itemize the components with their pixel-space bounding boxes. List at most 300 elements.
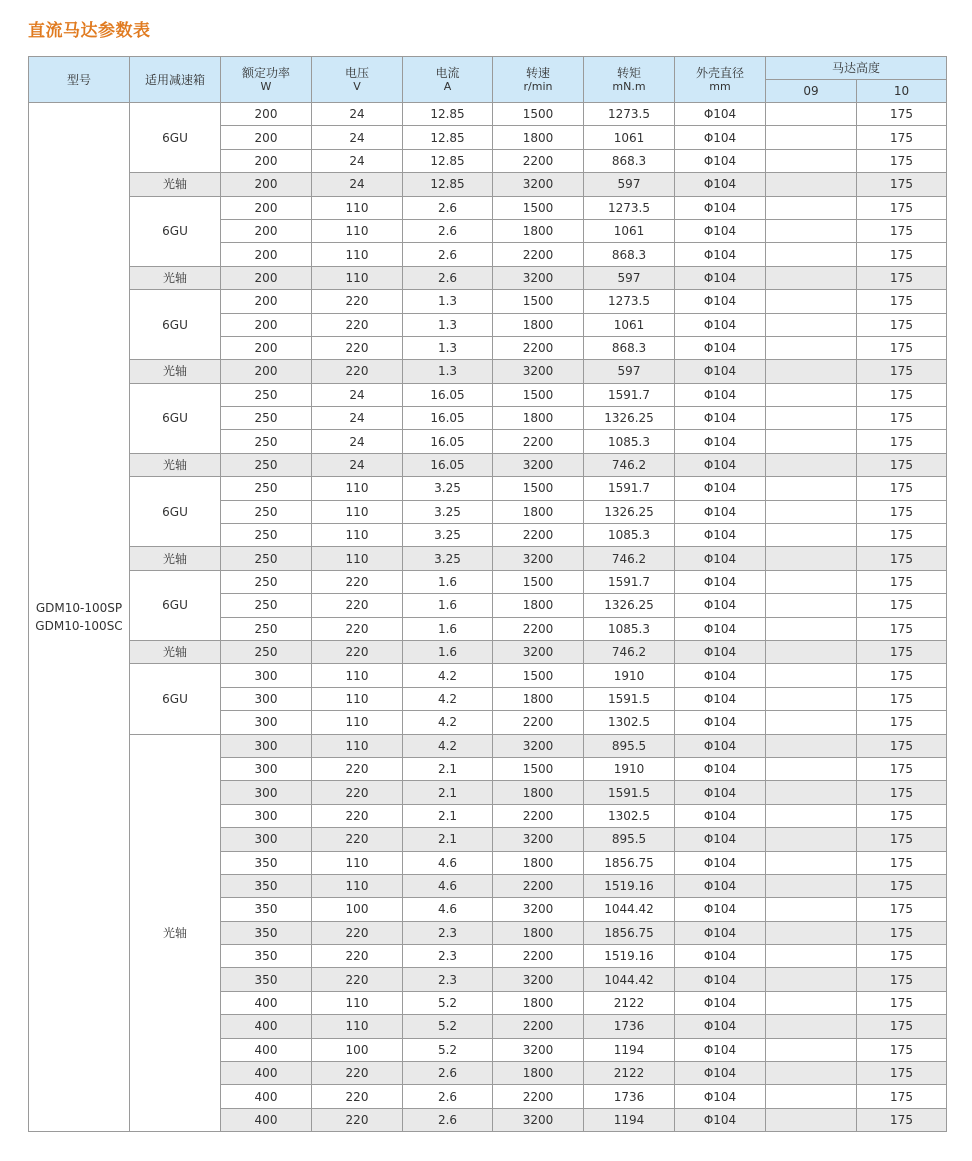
height-10-cell: 175 <box>857 149 947 172</box>
power-cell: 300 <box>221 687 312 710</box>
voltage-cell: 220 <box>312 313 403 336</box>
torque-cell: 746.2 <box>584 453 675 476</box>
header-torque <box>584 57 675 103</box>
gearbox-cell: 光轴 <box>130 640 221 663</box>
speed-cell: 3200 <box>493 734 584 757</box>
height-09-cell <box>766 547 857 570</box>
torque-cell: 1273.5 <box>584 196 675 219</box>
height-09-cell <box>766 219 857 242</box>
torque-cell: 895.5 <box>584 828 675 851</box>
speed-cell: 2200 <box>493 945 584 968</box>
height-09-cell <box>766 1062 857 1085</box>
speed-cell: 2200 <box>493 711 584 734</box>
diameter-cell: Φ104 <box>675 149 766 172</box>
voltage-cell: 110 <box>312 219 403 242</box>
power-cell: 300 <box>221 711 312 734</box>
power-cell: 250 <box>221 500 312 523</box>
header-power-unit: W <box>260 79 272 93</box>
height-09-cell <box>766 173 857 196</box>
torque-cell: 1085.3 <box>584 617 675 640</box>
gearbox-cell: 6GU <box>130 664 221 734</box>
diameter-cell: Φ104 <box>675 196 766 219</box>
speed-cell: 1800 <box>493 991 584 1014</box>
current-cell: 12.85 <box>403 173 493 196</box>
diameter-cell: Φ104 <box>675 1108 766 1131</box>
height-10-cell: 175 <box>857 968 947 991</box>
height-10-cell: 175 <box>857 173 947 196</box>
height-09-cell <box>766 991 857 1014</box>
torque-cell: 868.3 <box>584 336 675 359</box>
power-cell: 250 <box>221 477 312 500</box>
torque-cell: 1061 <box>584 219 675 242</box>
torque-cell: 597 <box>584 266 675 289</box>
height-10-cell: 175 <box>857 103 947 126</box>
diameter-cell: Φ104 <box>675 874 766 897</box>
diameter-cell: Φ104 <box>675 757 766 780</box>
current-cell: 2.6 <box>403 1062 493 1085</box>
current-cell: 1.3 <box>403 313 493 336</box>
power-cell: 300 <box>221 664 312 687</box>
voltage-cell: 100 <box>312 1038 403 1061</box>
torque-cell: 1273.5 <box>584 290 675 313</box>
torque-cell: 1326.25 <box>584 500 675 523</box>
speed-cell: 2200 <box>493 874 584 897</box>
speed-cell: 2200 <box>493 1085 584 1108</box>
table-row <box>29 453 947 476</box>
voltage-cell: 220 <box>312 828 403 851</box>
height-09-cell <box>766 1015 857 1038</box>
height-10-cell: 175 <box>857 524 947 547</box>
height-10-cell: 175 <box>857 266 947 289</box>
gearbox-cell: 光轴 <box>130 734 221 1132</box>
height-10-cell: 175 <box>857 1108 947 1131</box>
power-cell: 400 <box>221 1108 312 1131</box>
current-cell: 4.2 <box>403 687 493 710</box>
current-cell: 2.1 <box>403 828 493 851</box>
height-09-cell <box>766 851 857 874</box>
voltage-cell: 24 <box>312 407 403 430</box>
current-cell: 16.05 <box>403 407 493 430</box>
voltage-cell: 110 <box>312 1015 403 1038</box>
height-09-cell <box>766 921 857 944</box>
gearbox-cell: 6GU <box>130 477 221 547</box>
height-09-cell <box>766 313 857 336</box>
diameter-cell: Φ104 <box>675 407 766 430</box>
height-10-cell: 175 <box>857 126 947 149</box>
torque-cell: 1302.5 <box>584 711 675 734</box>
power-cell: 250 <box>221 524 312 547</box>
speed-cell: 3200 <box>493 453 584 476</box>
height-10-cell: 175 <box>857 898 947 921</box>
voltage-cell: 110 <box>312 500 403 523</box>
voltage-cell: 220 <box>312 757 403 780</box>
page-title: 直流马达参数表 <box>28 21 151 41</box>
power-cell: 200 <box>221 103 312 126</box>
height-09-cell <box>766 430 857 453</box>
height-10-cell: 175 <box>857 1015 947 1038</box>
torque-cell: 868.3 <box>584 243 675 266</box>
speed-cell: 1500 <box>493 290 584 313</box>
current-cell: 5.2 <box>403 1038 493 1061</box>
height-09-cell <box>766 126 857 149</box>
table-body <box>29 103 947 1132</box>
power-cell: 300 <box>221 804 312 827</box>
table-row <box>29 640 947 663</box>
power-cell: 200 <box>221 149 312 172</box>
current-cell: 2.6 <box>403 243 493 266</box>
header-height-09: 09 <box>766 80 857 103</box>
header-model: 型号 <box>29 57 130 103</box>
diameter-cell: Φ104 <box>675 898 766 921</box>
height-09-cell <box>766 968 857 991</box>
torque-cell: 1591.7 <box>584 570 675 593</box>
height-09-cell <box>766 640 857 663</box>
speed-cell: 3200 <box>493 640 584 663</box>
table-row <box>29 196 947 219</box>
diameter-cell: Φ104 <box>675 804 766 827</box>
torque-cell: 1085.3 <box>584 430 675 453</box>
current-cell: 3.25 <box>403 524 493 547</box>
height-09-cell <box>766 757 857 780</box>
torque-cell: 1194 <box>584 1108 675 1131</box>
speed-cell: 1500 <box>493 383 584 406</box>
height-10-cell: 175 <box>857 547 947 570</box>
torque-cell: 1591.7 <box>584 383 675 406</box>
height-10-cell: 175 <box>857 407 947 430</box>
header-height-10: 10 <box>857 80 947 103</box>
height-10-cell: 175 <box>857 640 947 663</box>
torque-cell: 1736 <box>584 1085 675 1108</box>
current-cell: 1.6 <box>403 640 493 663</box>
voltage-cell: 24 <box>312 453 403 476</box>
diameter-cell: Φ104 <box>675 640 766 663</box>
header-current-label: 电流 <box>435 65 460 80</box>
height-09-cell <box>766 524 857 547</box>
current-cell: 2.1 <box>403 804 493 827</box>
height-09-cell <box>766 1038 857 1061</box>
height-10-cell: 175 <box>857 874 947 897</box>
current-cell: 16.05 <box>403 383 493 406</box>
header-speed-unit: r/min <box>523 79 553 93</box>
header-power-label: 额定功率 <box>241 65 290 80</box>
voltage-cell: 220 <box>312 290 403 313</box>
table-row <box>29 290 947 313</box>
voltage-cell: 110 <box>312 874 403 897</box>
height-10-cell: 175 <box>857 290 947 313</box>
current-cell: 2.6 <box>403 196 493 219</box>
gearbox-cell: 光轴 <box>130 360 221 383</box>
gearbox-cell: 6GU <box>130 383 221 453</box>
diameter-cell: Φ104 <box>675 617 766 640</box>
torque-cell: 1302.5 <box>584 804 675 827</box>
gearbox-cell: 6GU <box>130 103 221 173</box>
diameter-cell: Φ104 <box>675 945 766 968</box>
diameter-cell: Φ104 <box>675 734 766 757</box>
torque-cell: 1591.7 <box>584 477 675 500</box>
diameter-cell: Φ104 <box>675 851 766 874</box>
voltage-cell: 110 <box>312 734 403 757</box>
speed-cell: 1800 <box>493 313 584 336</box>
speed-cell: 2200 <box>493 1015 584 1038</box>
speed-cell: 1800 <box>493 500 584 523</box>
gearbox-cell: 光轴 <box>130 173 221 196</box>
current-cell: 5.2 <box>403 991 493 1014</box>
torque-cell: 2122 <box>584 991 675 1014</box>
speed-cell: 1500 <box>493 477 584 500</box>
height-09-cell <box>766 781 857 804</box>
speed-cell: 1500 <box>493 757 584 780</box>
height-10-cell: 175 <box>857 687 947 710</box>
speed-cell: 1800 <box>493 851 584 874</box>
voltage-cell: 24 <box>312 149 403 172</box>
height-09-cell <box>766 804 857 827</box>
diameter-cell: Φ104 <box>675 383 766 406</box>
height-09-cell <box>766 290 857 313</box>
header-voltage <box>312 57 403 103</box>
speed-cell: 2200 <box>493 617 584 640</box>
height-10-cell: 175 <box>857 617 947 640</box>
current-cell: 3.25 <box>403 547 493 570</box>
torque-cell: 1326.25 <box>584 594 675 617</box>
height-09-cell <box>766 336 857 359</box>
table-row <box>29 173 947 196</box>
height-09-cell <box>766 594 857 617</box>
diameter-cell: Φ104 <box>675 266 766 289</box>
current-cell: 4.6 <box>403 898 493 921</box>
height-09-cell <box>766 1108 857 1131</box>
speed-cell: 2200 <box>493 243 584 266</box>
current-cell: 12.85 <box>403 126 493 149</box>
header-torque-label: 转矩 <box>616 65 641 80</box>
torque-cell: 1591.5 <box>584 781 675 804</box>
speed-cell: 1500 <box>493 103 584 126</box>
voltage-cell: 110 <box>312 477 403 500</box>
header-speed <box>493 57 584 103</box>
torque-cell: 1591.5 <box>584 687 675 710</box>
power-cell: 200 <box>221 290 312 313</box>
header-torque-unit: mN.m <box>612 79 646 93</box>
voltage-cell: 220 <box>312 804 403 827</box>
torque-cell: 1061 <box>584 126 675 149</box>
power-cell: 350 <box>221 898 312 921</box>
speed-cell: 3200 <box>493 1108 584 1131</box>
current-cell: 4.2 <box>403 711 493 734</box>
power-cell: 350 <box>221 968 312 991</box>
gearbox-cell: 6GU <box>130 196 221 266</box>
power-cell: 250 <box>221 594 312 617</box>
height-10-cell: 175 <box>857 734 947 757</box>
power-cell: 250 <box>221 640 312 663</box>
speed-cell: 3200 <box>493 898 584 921</box>
diameter-cell: Φ104 <box>675 781 766 804</box>
height-09-cell <box>766 664 857 687</box>
power-cell: 350 <box>221 945 312 968</box>
header-gearbox: 适用减速箱 <box>130 57 221 103</box>
height-09-cell <box>766 687 857 710</box>
diameter-cell: Φ104 <box>675 453 766 476</box>
voltage-cell: 220 <box>312 1085 403 1108</box>
voltage-cell: 24 <box>312 383 403 406</box>
voltage-cell: 110 <box>312 851 403 874</box>
power-cell: 200 <box>221 219 312 242</box>
power-cell: 350 <box>221 874 312 897</box>
power-cell: 250 <box>221 617 312 640</box>
model-name: GDM10-100SC <box>35 619 123 634</box>
torque-cell: 1736 <box>584 1015 675 1038</box>
diameter-cell: Φ104 <box>675 290 766 313</box>
table-row <box>29 266 947 289</box>
gearbox-cell: 光轴 <box>130 453 221 476</box>
height-09-cell <box>766 617 857 640</box>
voltage-cell: 220 <box>312 945 403 968</box>
diameter-cell: Φ104 <box>675 477 766 500</box>
voltage-cell: 24 <box>312 126 403 149</box>
diameter-cell: Φ104 <box>675 524 766 547</box>
table-row <box>29 734 947 757</box>
gearbox-cell: 6GU <box>130 290 221 360</box>
table-row <box>29 547 947 570</box>
header-voltage-unit: V <box>353 79 361 93</box>
torque-cell: 1910 <box>584 664 675 687</box>
voltage-cell: 110 <box>312 243 403 266</box>
diameter-cell: Φ104 <box>675 103 766 126</box>
speed-cell: 2200 <box>493 336 584 359</box>
height-10-cell: 175 <box>857 430 947 453</box>
speed-cell: 3200 <box>493 968 584 991</box>
power-cell: 300 <box>221 781 312 804</box>
current-cell: 3.25 <box>403 477 493 500</box>
power-cell: 200 <box>221 266 312 289</box>
current-cell: 12.85 <box>403 149 493 172</box>
current-cell: 4.6 <box>403 874 493 897</box>
current-cell: 2.1 <box>403 757 493 780</box>
current-cell: 1.3 <box>403 290 493 313</box>
torque-cell: 597 <box>584 173 675 196</box>
height-10-cell: 175 <box>857 804 947 827</box>
speed-cell: 1800 <box>493 219 584 242</box>
current-cell: 16.05 <box>403 430 493 453</box>
speed-cell: 3200 <box>493 547 584 570</box>
diameter-cell: Φ104 <box>675 126 766 149</box>
power-cell: 250 <box>221 547 312 570</box>
torque-cell: 1856.75 <box>584 921 675 944</box>
height-09-cell <box>766 407 857 430</box>
header-power <box>221 57 312 103</box>
diameter-cell: Φ104 <box>675 711 766 734</box>
speed-cell: 1800 <box>493 126 584 149</box>
power-cell: 200 <box>221 196 312 219</box>
voltage-cell: 220 <box>312 360 403 383</box>
diameter-cell: Φ104 <box>675 1085 766 1108</box>
power-cell: 250 <box>221 383 312 406</box>
height-09-cell <box>766 383 857 406</box>
torque-cell: 597 <box>584 360 675 383</box>
header-current-unit: A <box>443 79 452 93</box>
current-cell: 4.6 <box>403 851 493 874</box>
diameter-cell: Φ104 <box>675 991 766 1014</box>
power-cell: 400 <box>221 1015 312 1038</box>
power-cell: 250 <box>221 407 312 430</box>
model-name: GDM10-100SP <box>35 601 123 616</box>
current-cell: 4.2 <box>403 664 493 687</box>
height-10-cell: 175 <box>857 594 947 617</box>
diameter-cell: Φ104 <box>675 500 766 523</box>
height-09-cell <box>766 945 857 968</box>
voltage-cell: 24 <box>312 173 403 196</box>
voltage-cell: 220 <box>312 1108 403 1131</box>
power-cell: 300 <box>221 828 312 851</box>
speed-cell: 3200 <box>493 173 584 196</box>
voltage-cell: 110 <box>312 196 403 219</box>
voltage-cell: 24 <box>312 430 403 453</box>
voltage-cell: 220 <box>312 617 403 640</box>
speed-cell: 2200 <box>493 430 584 453</box>
diameter-cell: Φ104 <box>675 219 766 242</box>
current-cell: 5.2 <box>403 1015 493 1038</box>
power-cell: 400 <box>221 1085 312 1108</box>
torque-cell: 1910 <box>584 757 675 780</box>
header-height: 马达高度 <box>766 57 947 80</box>
header-diameter-unit: mm <box>709 79 731 93</box>
diameter-cell: Φ104 <box>675 664 766 687</box>
power-cell: 400 <box>221 1038 312 1061</box>
height-10-cell: 175 <box>857 945 947 968</box>
current-cell: 4.2 <box>403 734 493 757</box>
diameter-cell: Φ104 <box>675 313 766 336</box>
torque-cell: 1519.16 <box>584 945 675 968</box>
current-cell: 1.3 <box>403 336 493 359</box>
torque-cell: 1326.25 <box>584 407 675 430</box>
diameter-cell: Φ104 <box>675 828 766 851</box>
speed-cell: 1500 <box>493 664 584 687</box>
speed-cell: 1800 <box>493 687 584 710</box>
table-row <box>29 570 947 593</box>
height-10-cell: 175 <box>857 711 947 734</box>
power-cell: 200 <box>221 173 312 196</box>
height-10-cell: 175 <box>857 1038 947 1061</box>
torque-cell: 2122 <box>584 1062 675 1085</box>
height-10-cell: 175 <box>857 1085 947 1108</box>
height-10-cell: 175 <box>857 219 947 242</box>
header-speed-label: 转速 <box>525 65 550 80</box>
height-10-cell: 175 <box>857 453 947 476</box>
speed-cell: 3200 <box>493 828 584 851</box>
height-09-cell <box>766 828 857 851</box>
height-10-cell: 175 <box>857 851 947 874</box>
diameter-cell: Φ104 <box>675 570 766 593</box>
torque-cell: 895.5 <box>584 734 675 757</box>
voltage-cell: 220 <box>312 1062 403 1085</box>
torque-cell: 1044.42 <box>584 968 675 991</box>
header-diameter <box>675 57 766 103</box>
power-cell: 200 <box>221 360 312 383</box>
current-cell: 2.1 <box>403 781 493 804</box>
speed-cell: 3200 <box>493 266 584 289</box>
height-10-cell: 175 <box>857 196 947 219</box>
header-diameter-label: 外壳直径 <box>695 65 744 80</box>
height-09-cell <box>766 570 857 593</box>
diameter-cell: Φ104 <box>675 336 766 359</box>
torque-cell: 1044.42 <box>584 898 675 921</box>
torque-cell: 1194 <box>584 1038 675 1061</box>
speed-cell: 1500 <box>493 196 584 219</box>
current-cell: 2.6 <box>403 1108 493 1131</box>
power-cell: 300 <box>221 734 312 757</box>
height-09-cell <box>766 360 857 383</box>
height-09-cell <box>766 266 857 289</box>
height-09-cell <box>766 477 857 500</box>
model-cell <box>29 103 130 1132</box>
